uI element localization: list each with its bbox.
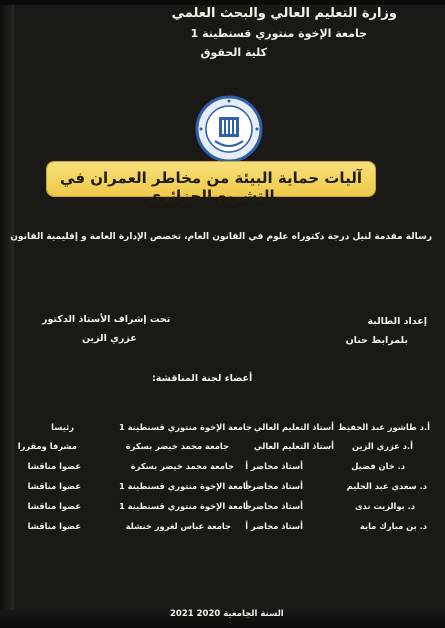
faculty-heading: كلية الحقوق	[200, 46, 267, 59]
member-university: جامعة الإخوة منتوري قسنطينة 1	[118, 481, 252, 491]
member-name: د. بوالزيت ندى	[354, 501, 415, 511]
member-rank: أستاذ التعليم العالي	[253, 441, 334, 451]
member-university: جامعة محمد خيضر بسكرة	[125, 441, 229, 451]
university-heading: جامعة الإخوة منتوري قسنطينة 1	[190, 27, 367, 40]
member-name: أ.د طاشور عبد الحفيظ	[337, 422, 430, 432]
top-edge	[0, 0, 445, 5]
member-university: جامعة الإخوة منتوري قسنطينة 1	[118, 422, 252, 432]
supervisor-label: تحت إشراف الأستاذ الدكتور	[42, 314, 171, 325]
member-name: أ.د عزري الزين	[352, 441, 413, 451]
member-rank: أستاذ محاضر أ	[245, 501, 303, 511]
member-university: جامعة الإخوة منتوري قسنطينة 1	[118, 501, 252, 511]
member-role: عضوا مناقشا	[27, 481, 81, 491]
thesis-title-banner	[47, 162, 375, 205]
member-rank: أستاذ محاضر أ	[245, 481, 303, 491]
member-role: عضوا مناقشا	[27, 501, 81, 511]
ministry-heading: وزارة التعليم العالي والبحث العلمي	[171, 6, 397, 21]
supervisor-name: عزري الزين	[82, 333, 137, 344]
member-role: رئيسا	[51, 422, 74, 432]
binding-edge	[0, 0, 14, 628]
member-role: عضوا مناقشا	[27, 521, 81, 531]
member-university: جامعة محمد خيضر بسكرة	[130, 461, 234, 471]
member-rank: أستاذ محاضر أ	[245, 461, 303, 471]
member-role: مشرفا ومقررا	[17, 441, 77, 451]
member-name: د. سعدي عبد الحليم	[346, 481, 427, 491]
university-seal-icon	[195, 95, 263, 163]
student-label: إعداد الطالبة	[367, 316, 427, 327]
committee-heading: أعضاء لجنة المناقشة:	[152, 373, 253, 384]
member-name: د. بن مبارك ماية	[359, 521, 427, 531]
member-rank: أستاذ محاضر أ	[245, 521, 303, 531]
member-university: جامعة عباس لغرور خنشلة	[125, 521, 231, 531]
member-rank: أستاذ التعليم العالي	[253, 422, 334, 432]
student-name: بلمرابط حنان	[345, 335, 408, 346]
member-role: عضوا مناقشا	[27, 461, 81, 471]
thesis-subtitle: رسالة مقدمة لنيل درجة دكتوراه علوم في القانون العام، تخصص الإدارة العامة و إقليمية القانون	[10, 232, 432, 242]
academic-year: السنة الجامعية 2020 2021	[170, 609, 284, 619]
member-name: د. خان فضيل	[351, 461, 405, 471]
thesis-title: آليات حماية البيئة من مخاطر العمران في التشريع الجزائري	[60, 169, 362, 205]
